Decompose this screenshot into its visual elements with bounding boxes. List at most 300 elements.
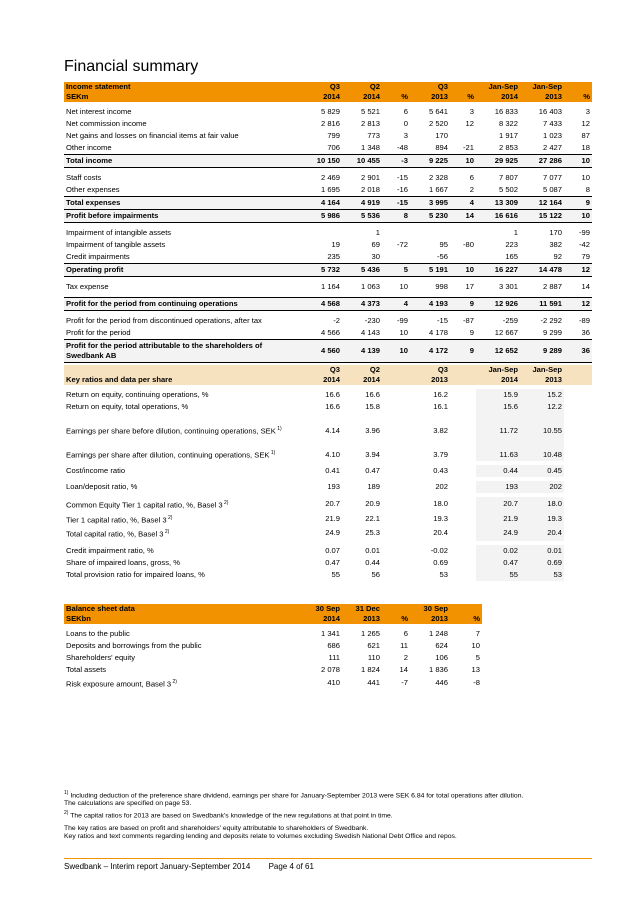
ratio-value: 21.9 <box>476 512 520 527</box>
section-title: Key ratios and data per share <box>64 375 302 385</box>
row-value: 4 143 <box>360 328 380 337</box>
row-value: 27 286 <box>520 155 564 168</box>
row-value: 2 520 <box>428 119 448 128</box>
ratio-row <box>64 481 592 493</box>
row-value: 12 <box>564 264 592 277</box>
header-col: 2013 <box>410 92 450 102</box>
row-value: -15 <box>382 197 410 210</box>
ratio-value: 22.1 <box>365 513 380 523</box>
row-value: 686 <box>327 641 340 650</box>
table-row <box>64 184 592 197</box>
row-value: 773 <box>367 131 380 140</box>
row-value: -8 <box>473 678 480 688</box>
ratio-label <box>64 401 302 413</box>
row-value: 1 667 <box>428 185 448 194</box>
row-value: 4 373 <box>342 298 382 311</box>
row-value: 11 <box>400 641 408 650</box>
ratio-value: 24.9 <box>476 526 520 541</box>
table-row <box>64 142 592 155</box>
row-label: Operating profit <box>64 264 302 277</box>
row-value: 2 901 <box>360 173 380 182</box>
row-value: 4 919 <box>342 197 382 210</box>
row-value: 11 591 <box>520 298 564 311</box>
ratio-row <box>64 545 592 557</box>
row-value: 1 265 <box>360 629 380 638</box>
ratio-value: 20.4 <box>520 526 564 541</box>
row-value: -15 <box>397 173 408 182</box>
header-col: 2014 <box>302 375 342 385</box>
ratio-value: 24.9 <box>325 528 340 538</box>
balance-sheet-table <box>64 604 482 691</box>
row-value: 170 <box>549 228 562 237</box>
row-value: 1 <box>513 228 518 237</box>
row-value: 4 178 <box>428 328 448 337</box>
ratio-value <box>450 569 476 581</box>
footnote-2-mark: 2) <box>64 809 69 816</box>
row-value: 95 <box>439 240 448 249</box>
row-value: 7 433 <box>542 119 562 128</box>
ratio-value: 202 <box>435 482 448 491</box>
income-statement <box>64 82 592 363</box>
ratio-label <box>64 497 302 512</box>
ratio-label <box>64 526 302 541</box>
ratio-value: 20.4 <box>433 528 448 538</box>
header-col: Jan-Sep <box>476 82 520 92</box>
row-value: 12 652 <box>476 340 520 363</box>
row-value: 3 <box>403 131 408 140</box>
ratio-value <box>382 526 410 541</box>
row-value: 2 427 <box>542 143 562 152</box>
ratio-value <box>450 512 476 527</box>
ratio-value <box>450 389 476 401</box>
row-label <box>64 640 302 652</box>
row-value: 4 560 <box>302 340 342 363</box>
row-value: -89 <box>579 316 590 325</box>
row-value: 3 995 <box>410 197 450 210</box>
row-label-text: Risk exposure amount, Basel 3 <box>66 679 172 689</box>
ratio-value: 0.69 <box>520 557 564 569</box>
row-value: 12 667 <box>494 328 518 337</box>
row-value: 1 836 <box>428 665 448 674</box>
header-subtitle: SEKbn <box>64 614 302 624</box>
ratio-value <box>450 557 476 569</box>
row-value: 9 <box>450 340 476 363</box>
row-value: -7 <box>401 678 408 688</box>
row-value: 5 536 <box>342 210 382 223</box>
row-label: Impairment of intangible assets <box>66 228 172 237</box>
row-value <box>382 227 410 239</box>
header-title: Balance sheet data <box>64 604 302 614</box>
table-row <box>64 251 592 264</box>
row-value: 10 455 <box>342 155 382 168</box>
ratio-value: 0.44 <box>365 557 380 567</box>
row-value: -21 <box>463 143 474 152</box>
ratio-value: 16.6 <box>325 402 340 411</box>
header-col: Q3 <box>410 82 450 92</box>
row-value: -3 <box>382 155 410 168</box>
table-row <box>64 340 592 363</box>
header-col: Q2 <box>342 82 382 92</box>
ratio-value: 20.7 <box>476 497 520 512</box>
ratio-value <box>564 512 592 527</box>
header-row <box>64 614 482 624</box>
row-value: 16 833 <box>494 107 518 116</box>
ratio-value <box>450 465 476 477</box>
ratio-value <box>564 481 592 493</box>
row-value: 998 <box>435 282 448 291</box>
row-label <box>64 676 302 691</box>
ratio-value: -0.02 <box>430 545 448 555</box>
row-value: 16 616 <box>476 210 520 223</box>
row-value: 4 568 <box>302 298 342 311</box>
row-value: 12 <box>581 119 590 128</box>
table-row <box>64 281 592 293</box>
row-label-text: Loans to the public <box>66 629 130 638</box>
footnote-1 <box>64 789 592 820</box>
row-value: 10 <box>382 340 410 363</box>
row-value: -42 <box>579 240 590 249</box>
row-value: 2 887 <box>542 282 562 291</box>
row-value: 12 926 <box>476 298 520 311</box>
ratio-value: 55 <box>331 569 340 579</box>
row-value: 110 <box>367 653 380 662</box>
ratio-value: 21.9 <box>325 513 340 523</box>
row-value: -80 <box>463 240 474 249</box>
ratio-label <box>64 557 302 569</box>
row-value: 9 <box>564 197 592 210</box>
income-statement-table <box>64 82 592 363</box>
row-label: Profit for the period attributable to the shareholders of Swedbank AB <box>64 340 302 363</box>
ratio-value: 25.3 <box>365 528 380 538</box>
header-col: 30 Sep <box>302 604 342 614</box>
ratio-row <box>64 497 592 512</box>
row-value: 2 078 <box>320 665 340 674</box>
row-value: -2 292 <box>540 316 562 325</box>
row-value: 1 695 <box>320 185 340 194</box>
ratio-row <box>64 465 592 477</box>
header-col <box>564 82 592 92</box>
ratio-row <box>64 557 592 569</box>
ratio-value: 16.2 <box>433 390 448 399</box>
row-value: -230 <box>364 316 380 325</box>
row-value: 5 521 <box>360 107 380 116</box>
row-label-text: Deposits and borrowings from the public <box>66 641 202 650</box>
row-value: 1 063 <box>360 282 380 291</box>
page-title: Financial summary <box>64 58 199 75</box>
row-value: -99 <box>579 228 590 237</box>
ratio-value <box>450 497 476 512</box>
ratio-value: 0.47 <box>365 466 380 475</box>
header-col <box>382 604 410 614</box>
ratio-value: 0.02 <box>476 545 520 557</box>
header-row <box>64 375 592 385</box>
header-col <box>450 375 476 385</box>
row-value: 9 <box>450 298 476 311</box>
row-value: 4 164 <box>302 197 342 210</box>
footnote-ref: 2) <box>163 529 170 536</box>
table-row <box>64 652 482 664</box>
row-value: 5 191 <box>410 264 450 277</box>
table-row <box>64 264 592 277</box>
ratio-value <box>564 497 592 512</box>
row-value: 5 <box>475 653 480 662</box>
header-col: 2014 <box>302 614 342 624</box>
ratio-value: 193 <box>327 482 340 491</box>
header-col <box>382 365 410 375</box>
row-value: 5 986 <box>302 210 342 223</box>
row-value: 9 225 <box>410 155 450 168</box>
row-value: 19 <box>331 240 340 249</box>
ratio-value: 0.07 <box>325 545 340 555</box>
header-subtitle: SEKm <box>64 92 302 102</box>
ratio-label <box>64 465 302 477</box>
row-value: 5 087 <box>542 185 562 194</box>
ratio-value: 189 <box>367 482 380 491</box>
footnote-ref: 2) <box>166 514 173 521</box>
ratio-value: 0.01 <box>365 545 380 555</box>
row-value: 2 853 <box>498 143 518 152</box>
row-value: 894 <box>435 143 448 152</box>
ratio-row <box>64 389 592 401</box>
row-label-text: Shareholders' equity <box>66 653 135 662</box>
ratio-row <box>64 413 592 437</box>
ratio-value: 3.79 <box>433 450 448 459</box>
table-row <box>64 210 592 223</box>
row-value: 17 <box>465 282 474 291</box>
ratio-value: 0.43 <box>433 466 448 475</box>
row-label: Credit impairments <box>66 252 130 261</box>
ratio-value <box>382 497 410 512</box>
ratio-value: 15.2 <box>520 389 564 401</box>
ratio-value: 0.44 <box>476 465 520 477</box>
row-value: 5 641 <box>428 107 448 116</box>
row-value: 14 <box>450 210 476 223</box>
ratio-value: 10.48 <box>520 437 564 461</box>
row-value: 3 <box>585 107 590 116</box>
ratio-value <box>564 526 592 541</box>
ratio-label-text: Cost/income ratio <box>66 466 126 475</box>
ratio-label-text: Return on equity, total operations, % <box>66 402 189 411</box>
ratio-value: 10.55 <box>520 413 564 437</box>
row-value: -2 <box>333 316 340 325</box>
row-value: 6 <box>403 629 408 638</box>
footnote-ref: 1) <box>275 426 282 433</box>
ratio-value: 0.41 <box>325 466 340 475</box>
row-value: 2 469 <box>320 173 340 182</box>
ratio-label-text: Tier 1 capital ratio, %, Basel 3 <box>66 515 167 525</box>
ratio-value: 3.94 <box>365 450 380 459</box>
row-value: 4 566 <box>320 328 340 337</box>
row-value: 170 <box>435 131 448 140</box>
ratio-value: 15.8 <box>365 402 380 411</box>
row-value: 10 <box>581 173 590 182</box>
header-col: 2014 <box>476 92 520 102</box>
row-value: 87 <box>581 131 590 140</box>
row-label: Profit for the period from continuing operations <box>64 298 302 311</box>
ratio-value: 19.3 <box>520 512 564 527</box>
footnote-2-text: The capital ratios for 2013 are based on Swedbank's knowledge of the new regulations at that point in time. <box>70 811 393 819</box>
header-col: 2014 <box>476 375 520 385</box>
ratio-value: 3.82 <box>433 426 448 435</box>
ratio-label <box>64 413 302 437</box>
ratio-value: 3.96 <box>365 426 380 435</box>
footnote-ref: 2) <box>222 500 229 506</box>
row-value: 1 917 <box>498 131 518 140</box>
row-value: 2 <box>469 185 474 194</box>
ratio-value: 16.6 <box>365 390 380 399</box>
ratio-label-text: Common Equity Tier 1 capital ratio, %, Basel 3 <box>66 500 223 510</box>
row-label: Other expenses <box>66 185 120 194</box>
row-value: 16 403 <box>538 107 562 116</box>
ratio-value: 20.7 <box>325 499 340 509</box>
header-col: Jan-Sep <box>476 365 520 375</box>
header-row <box>64 82 592 92</box>
ratio-value: 15.6 <box>476 401 520 413</box>
row-value: 0 <box>403 119 408 128</box>
ratio-value: 18.0 <box>433 499 448 509</box>
ratio-value: 53 <box>520 569 564 581</box>
ratio-label-text: Total provision ratio for impaired loans, % <box>66 569 205 579</box>
balance-sheet <box>64 604 482 691</box>
ratio-row <box>64 401 592 413</box>
row-value: 15 122 <box>520 210 564 223</box>
row-value: 14 <box>581 282 590 291</box>
ratio-value <box>382 401 410 413</box>
ratio-value: 0.47 <box>476 557 520 569</box>
ratio-label-text: Earnings per share before dilution, continuing operations, SEK <box>66 427 276 436</box>
row-value: 1 164 <box>320 282 340 291</box>
header-col: 2014 <box>342 375 382 385</box>
row-value: 7 077 <box>542 173 562 182</box>
header-col <box>382 82 410 92</box>
row-value: 36 <box>581 328 590 337</box>
row-label <box>64 628 302 640</box>
row-value: 14 478 <box>520 264 564 277</box>
row-value <box>410 227 450 239</box>
row-value: 2 <box>403 653 408 662</box>
ratio-label <box>64 512 302 527</box>
ratio-value <box>450 545 476 557</box>
row-value: 4 172 <box>410 340 450 363</box>
row-value: 5 436 <box>342 264 382 277</box>
ratio-value <box>382 389 410 401</box>
ratio-value <box>564 465 592 477</box>
row-value: 16 227 <box>476 264 520 277</box>
ratio-value <box>564 389 592 401</box>
row-value: 8 <box>382 210 410 223</box>
header-col: 2014 <box>302 92 342 102</box>
notes-paragraph <box>64 825 592 841</box>
row-value: 29 925 <box>476 155 520 168</box>
ratio-label-text: Earnings per share after dilution, continuing operations, SEK <box>66 451 270 460</box>
row-value: -87 <box>463 316 474 325</box>
row-value: 4 139 <box>342 340 382 363</box>
header-col: Q2 <box>342 365 382 375</box>
row-value: 235 <box>327 252 340 261</box>
row-label: Impairment of tangible assets <box>66 240 166 249</box>
row-value: 706 <box>327 143 340 152</box>
ratio-label <box>64 569 302 581</box>
row-value: 9 <box>469 328 474 337</box>
header-col: Q3 <box>302 365 342 375</box>
ratio-value <box>450 413 476 437</box>
row-value: 2 813 <box>360 119 380 128</box>
ratio-value: 12.2 <box>520 401 564 413</box>
key-ratios <box>64 365 592 581</box>
header-col: 2013 <box>520 92 564 102</box>
row-value: 8 322 <box>498 119 518 128</box>
footnote-1-text-b: The calculations are specified on page 53. <box>64 800 192 808</box>
ratio-value: 55 <box>476 569 520 581</box>
page-footer <box>64 858 592 871</box>
header-col: 2013 <box>410 614 450 624</box>
ratio-value <box>382 481 410 493</box>
header-col: % <box>382 92 410 102</box>
row-label: Staff costs <box>66 173 102 182</box>
row-value: -99 <box>397 316 408 325</box>
header-col: Jan-Sep <box>520 82 564 92</box>
row-value: 4 <box>382 298 410 311</box>
row-value <box>450 130 476 142</box>
row-label: Net interest income <box>66 107 132 116</box>
ratio-label <box>64 481 302 493</box>
ratio-value: 0.69 <box>433 557 448 567</box>
header-col: % <box>564 92 592 102</box>
row-label: Profit before impairments <box>64 210 302 223</box>
row-value: 2 816 <box>320 119 340 128</box>
footnote-1-mark: 1) <box>64 790 69 796</box>
table-row <box>64 130 592 142</box>
table-row <box>64 155 592 168</box>
row-value: 1 824 <box>360 665 380 674</box>
row-value: 624 <box>435 641 448 650</box>
ratio-value <box>564 569 592 581</box>
row-value: 5 732 <box>302 264 342 277</box>
footnote-ref: 2) <box>171 679 177 685</box>
table-row <box>64 239 592 251</box>
table-row <box>64 227 592 239</box>
header-col: 2014 <box>342 92 382 102</box>
row-value: -72 <box>397 240 408 249</box>
ratio-value <box>564 437 592 461</box>
ratio-value: 0.45 <box>520 465 564 477</box>
header-col: 2013 <box>410 375 450 385</box>
row-label: Total income <box>64 155 302 168</box>
row-value <box>450 251 476 264</box>
header-row <box>64 92 592 102</box>
footnote-ref: 1) <box>269 450 276 457</box>
header-col: Jan-Sep <box>520 365 564 375</box>
header-col <box>382 375 410 385</box>
row-value: 12 <box>564 298 592 311</box>
row-value: 10 <box>471 641 480 650</box>
table-row <box>64 118 592 130</box>
ratio-value <box>382 569 410 581</box>
row-value: 79 <box>581 252 590 261</box>
header-col: 2013 <box>342 614 382 624</box>
row-value: 7 807 <box>498 173 518 182</box>
header-col <box>564 365 592 375</box>
ratio-row <box>64 526 592 541</box>
ratio-value <box>382 437 410 461</box>
row-label: Total expenses <box>64 197 302 210</box>
ratio-value <box>382 545 410 557</box>
row-value: 8 <box>585 185 590 194</box>
row-value: 4 <box>450 197 476 210</box>
footnote-1-text: Including deduction of the preference share dividend, earnings per share for January-September 2013 were SEK 6.84 for total operations after dilution. <box>70 792 524 800</box>
header-col <box>450 365 476 375</box>
row-value: 799 <box>327 131 340 140</box>
